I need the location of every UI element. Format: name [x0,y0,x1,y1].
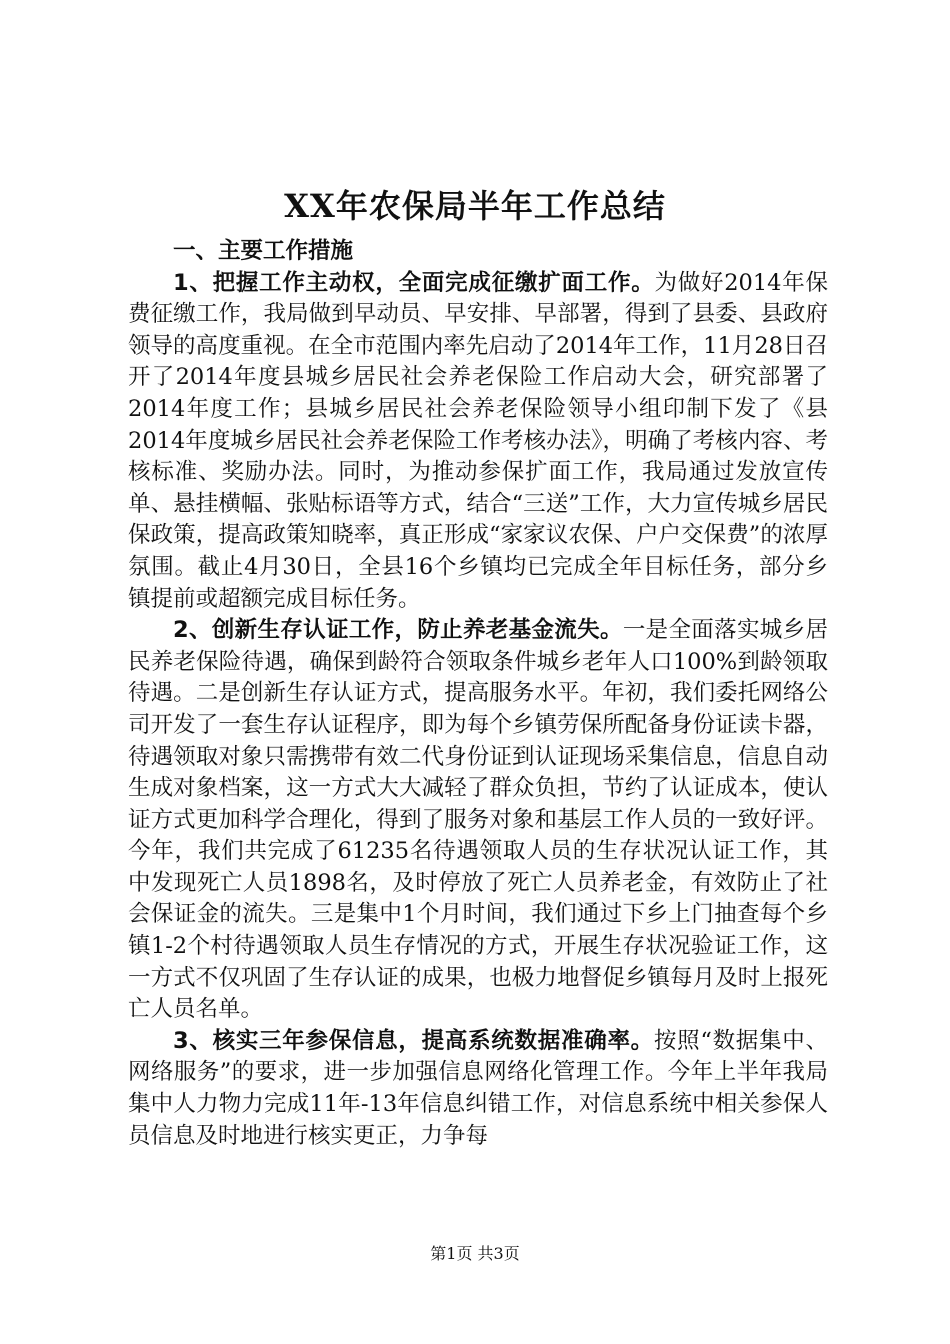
paragraph-1-body: 为做好2014年保费征缴工作，我局做到早动员、早安排、早部署，得到了县委、县政府领导的高度重视。在全市范围内率先启动了2014年工作，11月28日召开了2014年度县城乡居民社会养老保险工作启动大会，研究部署了2014年度工作；县城乡居民社会养老保险领导小组印制下发了《县2014年度城乡居民社会养老保险工作考核办法》，明确了考核内容、考核标准、奖励办法。同时，为推动参保扩面工作，我局通过发放宣传单、悬挂横幅、张贴标语等方式，结合“三送”工作，大力宣传城乡居民保政策，提高政策知晓率，真正形成“家家议农保、户户交保费”的浓厚氛围。截止4月30日，全县16个乡镇均已完成全年目标任务，部分乡镇提前或超额完成目标任务。 [128,269,828,612]
paragraph-2-lead: 2、创新生存认证工作，防止养老基金流失。 [173,617,623,644]
paragraph-3-body: 按照“数据集中、网络服务”的要求，进一步加强信息网络化管理工作。今年上半年我局集中人力物力完成11年-13年信息纠错工作，对信息系统中相关参保人员信息及时地进行核实更正，力争每 [128,1027,828,1149]
document-title: XX年农保局半年工作总结 [284,187,666,225]
paragraph-1 [128,268,828,616]
paragraph-2-body: 一是全面落实城乡居民养老保险待遇，确保到龄符合领取条件城乡老年人口100%到龄领取待遇。二是创新生存认证方式，提高服务水平。年初，我们委托网络公司开发了一套生存认证程序，即为每个乡镇劳保所配备身份证读卡器，待遇领取对象只需携带有效二代身份证到认证现场采集信息，信息自动生成对象档案，这一方式大大减轻了群众负担，节约了认证成本，使认证方式更加科学合理化，得到了服务对象和基层工作人员的一致好评。今年，我们共完成了61235名待遇领取人员的生存状况认证工作，其中发现死亡人员1898名，及时停放了死亡人员养老金，有效防止了社会保证金的流失。三是集中1个月时间，我们通过下乡上门抽查每个乡镇1-2个村待遇领取人员生存情况的方式，开展生存状况验证工作，这一方式不仅巩固了生存认证的成果，也极力地督促乡镇每月及时上报死亡人员名单。 [128,617,828,1023]
paragraph-3 [128,1026,828,1152]
section-heading: 一、主要工作措施 [173,238,354,264]
paragraph-2 [128,615,828,1026]
paragraph-1-lead: 1、把握工作主动权，全面完成征缴扩面工作。 [173,269,655,296]
document-body [128,236,828,1152]
page-footer: 第1页 共3页 [430,1244,520,1263]
paragraph-3-lead: 3、核实三年参保信息，提高系统数据准确率。 [173,1027,654,1054]
